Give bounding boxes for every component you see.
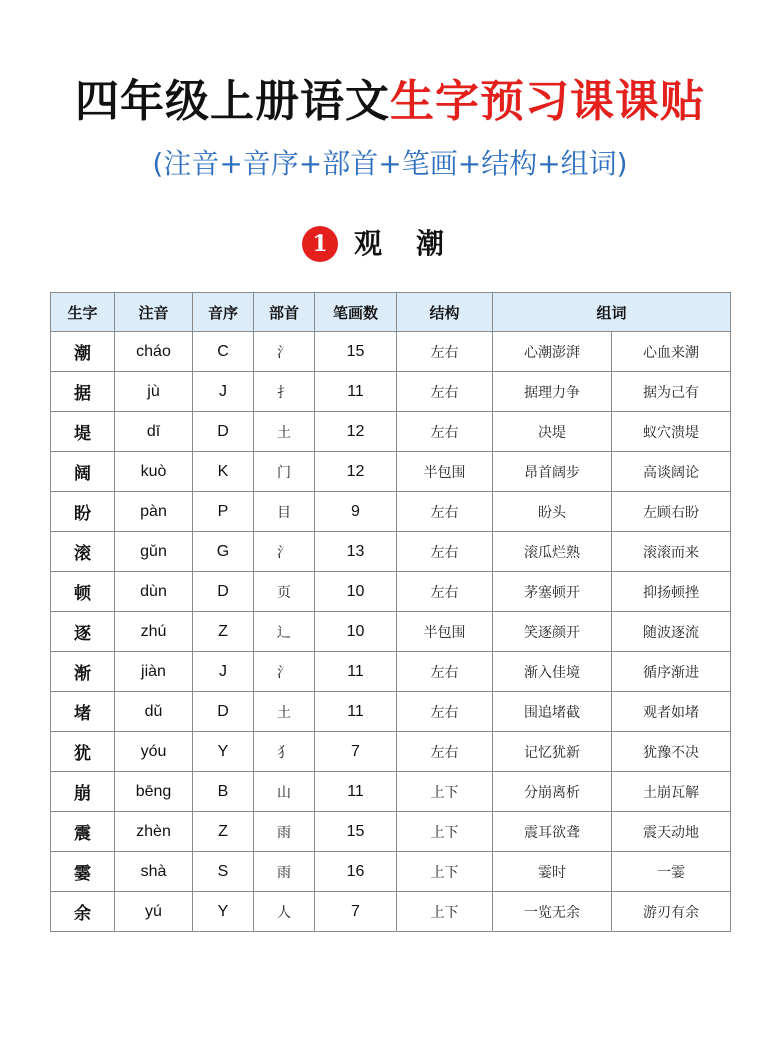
- cell-char: 崩: [51, 772, 115, 812]
- cell-radical: 土: [254, 412, 315, 452]
- cell-word-1: 决堤: [493, 412, 612, 452]
- cell-sound-order: Y: [193, 732, 254, 772]
- table-row: [51, 372, 731, 412]
- cell-radical: 氵: [254, 532, 315, 572]
- cell-strokes: 16: [315, 852, 397, 892]
- cell-structure: 上下: [397, 772, 493, 812]
- cell-char: 顿: [51, 572, 115, 612]
- cell-pinyin: yú: [115, 892, 193, 932]
- page-title: [0, 72, 780, 132]
- table-row: [51, 332, 731, 372]
- cell-word-1: 霎时: [493, 852, 612, 892]
- cell-structure: 左右: [397, 572, 493, 612]
- cell-sound-order: G: [193, 532, 254, 572]
- cell-char: 阔: [51, 452, 115, 492]
- cell-sound-order: D: [193, 412, 254, 452]
- cell-pinyin: zhèn: [115, 812, 193, 852]
- vocabulary-table: [50, 292, 731, 932]
- cell-sound-order: Z: [193, 612, 254, 652]
- lesson-name: 观潮: [353, 227, 478, 260]
- cell-radical: 辶: [254, 612, 315, 652]
- cell-radical: 山: [254, 772, 315, 812]
- cell-word-2: 土崩瓦解: [612, 772, 731, 812]
- cell-structure: 上下: [397, 852, 493, 892]
- cell-strokes: 11: [315, 372, 397, 412]
- cell-char: 震: [51, 812, 115, 852]
- cell-word-2: 滚滚而来: [612, 532, 731, 572]
- cell-char: 堤: [51, 412, 115, 452]
- page-title-black: 四年级上册语文: [75, 76, 390, 127]
- cell-strokes: 13: [315, 532, 397, 572]
- cell-structure: 左右: [397, 332, 493, 372]
- cell-radical: 门: [254, 452, 315, 492]
- cell-strokes: 10: [315, 572, 397, 612]
- table-body: [51, 332, 731, 932]
- header-char: 生字: [51, 293, 115, 332]
- cell-word-2: 抑扬顿挫: [612, 572, 731, 612]
- cell-radical: 页: [254, 572, 315, 612]
- cell-sound-order: C: [193, 332, 254, 372]
- table-row: [51, 412, 731, 452]
- cell-word-2: 观者如堵: [612, 692, 731, 732]
- cell-word-1: 茅塞顿开: [493, 572, 612, 612]
- table-header-row: [51, 293, 731, 332]
- cell-sound-order: P: [193, 492, 254, 532]
- cell-pinyin: cháo: [115, 332, 193, 372]
- cell-sound-order: S: [193, 852, 254, 892]
- cell-pinyin: jù: [115, 372, 193, 412]
- table-row: [51, 492, 731, 532]
- cell-word-1: 盼头: [493, 492, 612, 532]
- header-structure: 结构: [397, 293, 493, 332]
- cell-sound-order: D: [193, 692, 254, 732]
- header-pinyin: 注音: [115, 293, 193, 332]
- cell-char: 盼: [51, 492, 115, 532]
- cell-strokes: 9: [315, 492, 397, 532]
- cell-pinyin: yóu: [115, 732, 193, 772]
- table-row: [51, 572, 731, 612]
- cell-char: 滚: [51, 532, 115, 572]
- cell-word-1: 据理力争: [493, 372, 612, 412]
- cell-word-2: 高谈阔论: [612, 452, 731, 492]
- cell-pinyin: zhú: [115, 612, 193, 652]
- cell-pinyin: jiàn: [115, 652, 193, 692]
- cell-word-2: 据为己有: [612, 372, 731, 412]
- cell-char: 霎: [51, 852, 115, 892]
- cell-word-2: 蚁穴溃堤: [612, 412, 731, 452]
- cell-pinyin: dǔ: [115, 692, 193, 732]
- table-row: [51, 732, 731, 772]
- cell-word-2: 循序渐进: [612, 652, 731, 692]
- cell-strokes: 10: [315, 612, 397, 652]
- cell-strokes: 11: [315, 772, 397, 812]
- cell-word-1: 震耳欲聋: [493, 812, 612, 852]
- cell-word-2: 犹豫不决: [612, 732, 731, 772]
- cell-structure: 上下: [397, 892, 493, 932]
- cell-structure: 左右: [397, 532, 493, 572]
- page-subtitle: (注音+音序+部首+笔画+结构+组词): [152, 147, 628, 180]
- cell-structure: 左右: [397, 372, 493, 412]
- table-row: [51, 532, 731, 572]
- cell-strokes: 7: [315, 732, 397, 772]
- cell-radical: 人: [254, 892, 315, 932]
- cell-strokes: 11: [315, 652, 397, 692]
- cell-strokes: 12: [315, 412, 397, 452]
- cell-sound-order: B: [193, 772, 254, 812]
- cell-word-1: 围追堵截: [493, 692, 612, 732]
- cell-structure: 左右: [397, 492, 493, 532]
- cell-word-1: 分崩离析: [493, 772, 612, 812]
- cell-structure: 上下: [397, 812, 493, 852]
- cell-structure: 左右: [397, 732, 493, 772]
- cell-char: 犹: [51, 732, 115, 772]
- header-radical: 部首: [254, 293, 315, 332]
- cell-pinyin: kuò: [115, 452, 193, 492]
- cell-word-2: 一霎: [612, 852, 731, 892]
- cell-radical: 扌: [254, 372, 315, 412]
- cell-radical: 犭: [254, 732, 315, 772]
- cell-word-1: 一览无余: [493, 892, 612, 932]
- cell-strokes: 15: [315, 812, 397, 852]
- cell-sound-order: Y: [193, 892, 254, 932]
- cell-structure: 半包围: [397, 452, 493, 492]
- table-row: [51, 692, 731, 732]
- cell-pinyin: pàn: [115, 492, 193, 532]
- cell-word-1: 笑逐颜开: [493, 612, 612, 652]
- cell-sound-order: J: [193, 652, 254, 692]
- cell-pinyin: gǔn: [115, 532, 193, 572]
- cell-strokes: 11: [315, 692, 397, 732]
- cell-char: 逐: [51, 612, 115, 652]
- cell-word-1: 渐入佳境: [493, 652, 612, 692]
- cell-radical: 氵: [254, 652, 315, 692]
- cell-word-2: 心血来潮: [612, 332, 731, 372]
- cell-sound-order: K: [193, 452, 254, 492]
- cell-word-1: 滚瓜烂熟: [493, 532, 612, 572]
- cell-pinyin: shà: [115, 852, 193, 892]
- cell-sound-order: Z: [193, 812, 254, 852]
- cell-word-1: 记忆犹新: [493, 732, 612, 772]
- cell-pinyin: dùn: [115, 572, 193, 612]
- cell-radical: 雨: [254, 812, 315, 852]
- cell-sound-order: J: [193, 372, 254, 412]
- cell-radical: 雨: [254, 852, 315, 892]
- cell-char: 潮: [51, 332, 115, 372]
- lesson-heading: [0, 222, 780, 266]
- cell-word-2: 游刃有余: [612, 892, 731, 932]
- cell-sound-order: D: [193, 572, 254, 612]
- header-strokes: 笔画数: [315, 293, 397, 332]
- table-row: [51, 772, 731, 812]
- cell-structure: 左右: [397, 652, 493, 692]
- table-row: [51, 892, 731, 932]
- cell-structure: 半包围: [397, 612, 493, 652]
- cell-word-2: 左顾右盼: [612, 492, 731, 532]
- cell-char: 据: [51, 372, 115, 412]
- table-row: [51, 652, 731, 692]
- table-row: [51, 812, 731, 852]
- cell-char: 渐: [51, 652, 115, 692]
- header-words: 组词: [493, 293, 731, 332]
- header-order: 音序: [193, 293, 254, 332]
- cell-strokes: 15: [315, 332, 397, 372]
- cell-char: 余: [51, 892, 115, 932]
- page-title-red: 生字预习课课贴: [390, 76, 705, 127]
- cell-word-2: 随波逐流: [612, 612, 731, 652]
- table-row: [51, 612, 731, 652]
- cell-word-1: 心潮澎湃: [493, 332, 612, 372]
- lesson-number-badge: 1: [302, 226, 338, 262]
- cell-pinyin: dī: [115, 412, 193, 452]
- cell-word-1: 昂首阔步: [493, 452, 612, 492]
- table-row: [51, 452, 731, 492]
- cell-structure: 左右: [397, 412, 493, 452]
- cell-strokes: 7: [315, 892, 397, 932]
- cell-radical: 氵: [254, 332, 315, 372]
- cell-strokes: 12: [315, 452, 397, 492]
- table-row: [51, 852, 731, 892]
- cell-radical: 土: [254, 692, 315, 732]
- cell-word-2: 震天动地: [612, 812, 731, 852]
- cell-char: 堵: [51, 692, 115, 732]
- cell-structure: 左右: [397, 692, 493, 732]
- cell-pinyin: bēng: [115, 772, 193, 812]
- cell-radical: 目: [254, 492, 315, 532]
